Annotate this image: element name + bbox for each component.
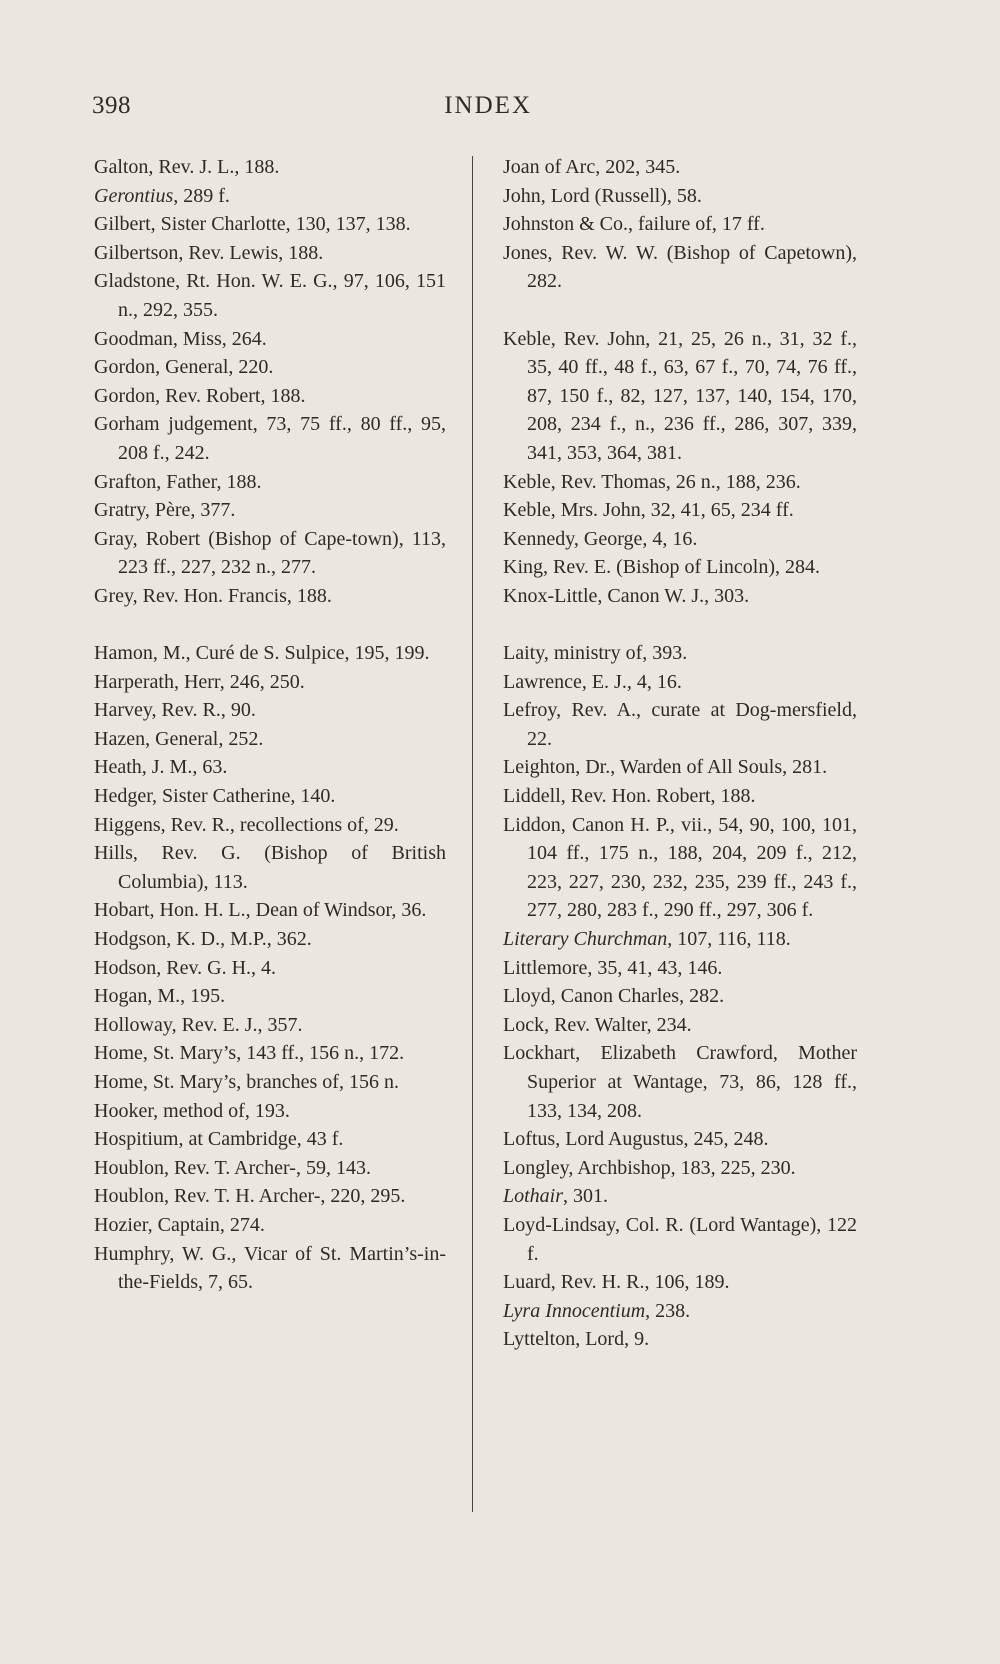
index-entry: Holloway, Rev. E. J., 357. [94, 1013, 303, 1036]
index-entry: Gray, Robert (Bishop of Cape-town), 113, 223 ff., 227, 232 n., 277. [94, 527, 446, 579]
index-entry: Lawrence, E. J., 4, 16. [503, 670, 682, 693]
index-entry: Laity, ministry of, 393. [503, 642, 688, 665]
index-entry: Lockhart, Elizabeth Crawford, Mother Superior at Wantage, 73, 86, 128 ff., 133, 134, 208. [503, 1042, 857, 1122]
index-entry: Heath, J. M., 63. [94, 756, 228, 779]
index-entry: Johnston & Co., failure of, 17 ff. [503, 213, 765, 236]
index-entry: Lefroy, Rev. A., curate at Dog-mersfield, 22. [503, 699, 857, 750]
index-entry: Houblon, Rev. T. Archer-, 59, 143. [94, 1156, 371, 1179]
index-entry: Gordon, General, 220. [94, 356, 274, 379]
index-entry: Hills, Rev. G. (Bishop of British Columbia), 113. [94, 842, 446, 893]
page-number: 398 [92, 92, 131, 119]
index-entry: Keble, Mrs. John, 32, 41, 65, 234 ff. [503, 499, 794, 522]
index-entry: Harvey, Rev. R., 90. [94, 699, 256, 722]
index-entry: Hedger, Sister Catherine, 140. [94, 785, 336, 808]
index-column-left [94, 153, 446, 1297]
index-entry: Gladstone, Rt. Hon. W. E. G., 97, 106, 151 n., 292, 355. [94, 270, 446, 321]
index-entry: Leighton, Dr., Warden of All Souls, 281. [503, 756, 828, 779]
index-entry [503, 925, 857, 954]
index-entry: Hooker, method of, 193. [94, 1099, 290, 1122]
index-entry: Gratry, Père, 377. [94, 499, 236, 522]
running-title: INDEX [444, 92, 532, 119]
index-entry: Grey, Rev. Hon. Francis, 188. [94, 584, 332, 607]
index-entry: Gilbert, Sister Charlotte, 130, 137, 138. [94, 213, 411, 236]
index-entry: Home, St. Mary’s, branches of, 156 n. [94, 1071, 399, 1093]
index-entry-title: Literary Churchman [503, 928, 668, 951]
index-entry: Longley, Archbishop, 183, 225, 230. [503, 1156, 796, 1179]
page-header [92, 92, 912, 132]
index-entry: Humphry, W. G., Vicar of St. Martin’s-in-the-Fields, 7, 65. [94, 1242, 446, 1294]
index-entry: Higgens, Rev. R., recollections of, 29. [94, 813, 399, 836]
index-entry: Hamon, M., Curé de S. Sulpice, 195, 199. [94, 642, 430, 665]
section-gap [503, 611, 857, 640]
index-entry-title: Lyra Innocentium [503, 1299, 646, 1322]
index-entry: Galton, Rev. J. L., 188. [94, 156, 280, 178]
index-entry: Harperath, Herr, 246, 250. [94, 670, 305, 693]
index-entry: Gordon, Rev. Robert, 188. [94, 384, 306, 407]
index-entry: Loyd-Lindsay, Col. R. (Lord Wantage), 122 f. [503, 1213, 857, 1265]
index-entry: Loftus, Lord Augustus, 245, 248. [503, 1128, 769, 1151]
index-entry: Kennedy, George, 4, 16. [503, 527, 698, 550]
index-entry: Joan of Arc, 202, 345. [503, 156, 681, 178]
index-entry: Liddon, Canon H. P., vii., 54, 90, 100, 101, 104 ff., 175 n., 188, 204, 209 f., 212, 223, 227, 230, 232, 235, 239 ff., 243 f., 277, 280, 283 f., 290 ff., 297, 306 f. [503, 813, 857, 922]
index-entry: Gorham judgement, 73, 75 ff., 80 ff., 95, 208 f., 242. [94, 413, 446, 464]
index-entry: Hodgson, K. D., M.P., 362. [94, 928, 312, 951]
index-entry: Luard, Rev. H. R., 106, 189. [503, 1271, 730, 1294]
index-column-right [503, 153, 857, 1354]
column-divider [472, 156, 473, 1512]
index-entry: Hozier, Captain, 274. [94, 1213, 265, 1236]
index-entry: Houblon, Rev. T. H. Archer-, 220, 295. [94, 1185, 406, 1208]
index-entry: Lloyd, Canon Charles, 282. [503, 985, 725, 1008]
index-entry-pages: , 238. [645, 1299, 691, 1322]
index-entry: Goodman, Miss, 264. [94, 327, 267, 350]
index-entry: Hogan, M., 195. [94, 985, 226, 1008]
index-entry: Keble, Rev. John, 21, 25, 26 n., 31, 32 f., 35, 40 ff., 48 f., 63, 67 f., 70, 74, 76 ff., 87, 150 f., 82, 127, 137, 140, 154, 170, 208, 234 f., n., 236 ff., 286, 307, 339, 341, 353, 364, 381. [503, 327, 857, 464]
index-entry: Liddell, Rev. Hon. Robert, 188. [503, 785, 756, 808]
index-entry: Hodson, Rev. G. H., 4. [94, 956, 277, 979]
index-entry-title: Gerontius [94, 184, 174, 207]
section-gap [503, 296, 857, 325]
index-entry: Littlemore, 35, 41, 43, 146. [503, 956, 723, 979]
index-entry: Hospitium, at Cambridge, 43 f. [94, 1128, 344, 1151]
index-entry [94, 182, 446, 211]
index-entry: John, Lord (Russell), 58. [503, 184, 702, 207]
index-entry-pages: , 107, 116, 118. [667, 928, 791, 951]
index-entry: Knox-Little, Canon W. J., 303. [503, 584, 750, 607]
index-entry-pages: , 301. [563, 1185, 609, 1208]
index-entry-title: Lothair [503, 1185, 564, 1208]
index-entry: Lock, Rev. Walter, 234. [503, 1013, 692, 1036]
index-entry-pages: , 289 f. [173, 184, 230, 207]
index-entry [503, 1182, 857, 1211]
index-entry: King, Rev. E. (Bishop of Lincoln), 284. [503, 556, 821, 579]
section-gap [94, 611, 446, 640]
index-entry: Home, St. Mary’s, 143 ff., 156 n., 172. [94, 1042, 405, 1065]
index-entry: Grafton, Father, 188. [94, 470, 262, 493]
index-entry: Lyttelton, Lord, 9. [503, 1328, 650, 1351]
index-entry: Keble, Rev. Thomas, 26 n., 188, 236. [503, 470, 801, 493]
index-entry: Hazen, General, 252. [94, 727, 264, 750]
index-entry [503, 1297, 857, 1326]
index-entry: Jones, Rev. W. W. (Bishop of Capetown), 282. [503, 241, 857, 293]
index-entry: Hobart, Hon. H. L., Dean of Windsor, 36. [94, 899, 427, 922]
index-entry: Gilbertson, Rev. Lewis, 188. [94, 241, 324, 264]
